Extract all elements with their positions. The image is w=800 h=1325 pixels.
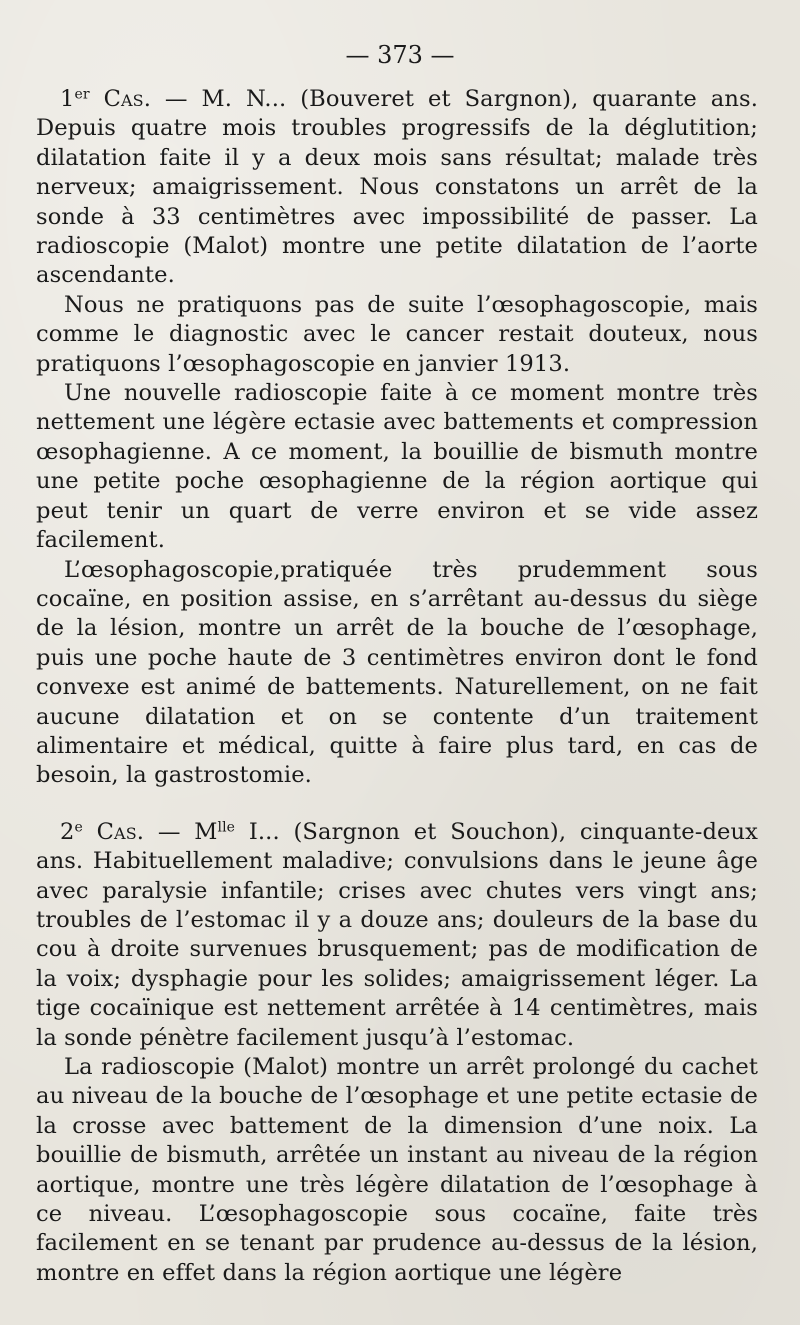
case2-paragraph: La radioscopie (Malot) montre un arrêt prolongé du cachet au niveau de la bouche de l’œsophage et une petite ectasie de la crosse avec battement de la dimension d’une noix. La bouillie de bismuth, arrêtée un instant au niveau de la région aortique, montre une très légère dilatation de l’œsophage à ce niveau. L’œsophagoscopie sous cocaïne, faite très facilement en se tenant par prudence au-dessus de la lésion, montre en effet dans la région aortique une légère [36, 1054, 758, 1286]
case2-label: Cas. [96, 818, 145, 845]
case1-number-suffix: er [74, 86, 90, 103]
case2-intro-paragraph [36, 818, 758, 1053]
document-body [36, 85, 758, 1288]
case2-number: 2 [60, 818, 75, 845]
section-spacer [36, 791, 758, 818]
case1-paragraph: Une nouvelle radioscopie faite à ce moment montre très nettement une légère ectasie avec battements et compression œsophagienne. A ce moment, la bouillie de bismuth montre une petite poche œsophagienne de la région aortique qui peut tenir un quart de verre environ et se vide assez facilement. [36, 380, 758, 554]
case1-number: 1 [60, 86, 75, 112]
case2-number-suffix: e [74, 819, 83, 836]
case1-label: Cas. [103, 86, 151, 112]
case1-intro-text: — M. N... (Bouveret et Sargnon), quarante ans. Depuis quatre mois troubles progressifs de la déglutition; dilatation faite il y a deux mois sans résultat; malade très nerveux; amaigrissement. Nous constatons un arrêt de la sonde à 33 centimètres avec impossibilité de passer. La radioscopie (Malot) montre une petite dilatation de l’aorte ascendante. [36, 86, 758, 289]
case1-paragraph: L’œsophagoscopie,pratiquée très prudemment sous cocaïne, en position assise, en s’arrêtant au-dessus du siège de la lésion, montre un arrêt de la bouche de l’œsophage, puis une poche haute de 3 centimètres environ dont le fond convexe est animé de battements. Naturellement, on ne fait aucune dilatation et on se contente d’un traitement alimentaire et médical, quitte à faire plus tard, en cas de besoin, la gastrostomie. [36, 556, 758, 789]
case1-intro-paragraph [36, 85, 758, 291]
case2-intro-text: I... (Sargnon et Souchon), cinquante-deux ans. Habituellement maladive; convulsions dans le jeune âge avec paralysie infantile; crises avec chutes vers vingt ans; troubles de l’estomac il y a douze ans; douleurs de la base du cou à droite survenues brusquement; pas de modification de la voix; dysphagie pour les solides; amaigrissement léger. La tige cocaïnique est nettement arrêtée à 14 centimètres, mais la sonde pénètre facilement jusqu’à l’estomac. [36, 818, 758, 1051]
case1-paragraph: Nous ne pratiquons pas de suite l’œsophagoscopie, mais comme le diagnostic avec le cancer restait douteux, nous pratiquons l’œsophagoscopie en janvier 1913. [36, 291, 758, 377]
case2-dash-title: — M [144, 818, 218, 845]
case2-title-suffix: lle [217, 819, 236, 836]
page-number: — 373 — [345, 41, 455, 69]
